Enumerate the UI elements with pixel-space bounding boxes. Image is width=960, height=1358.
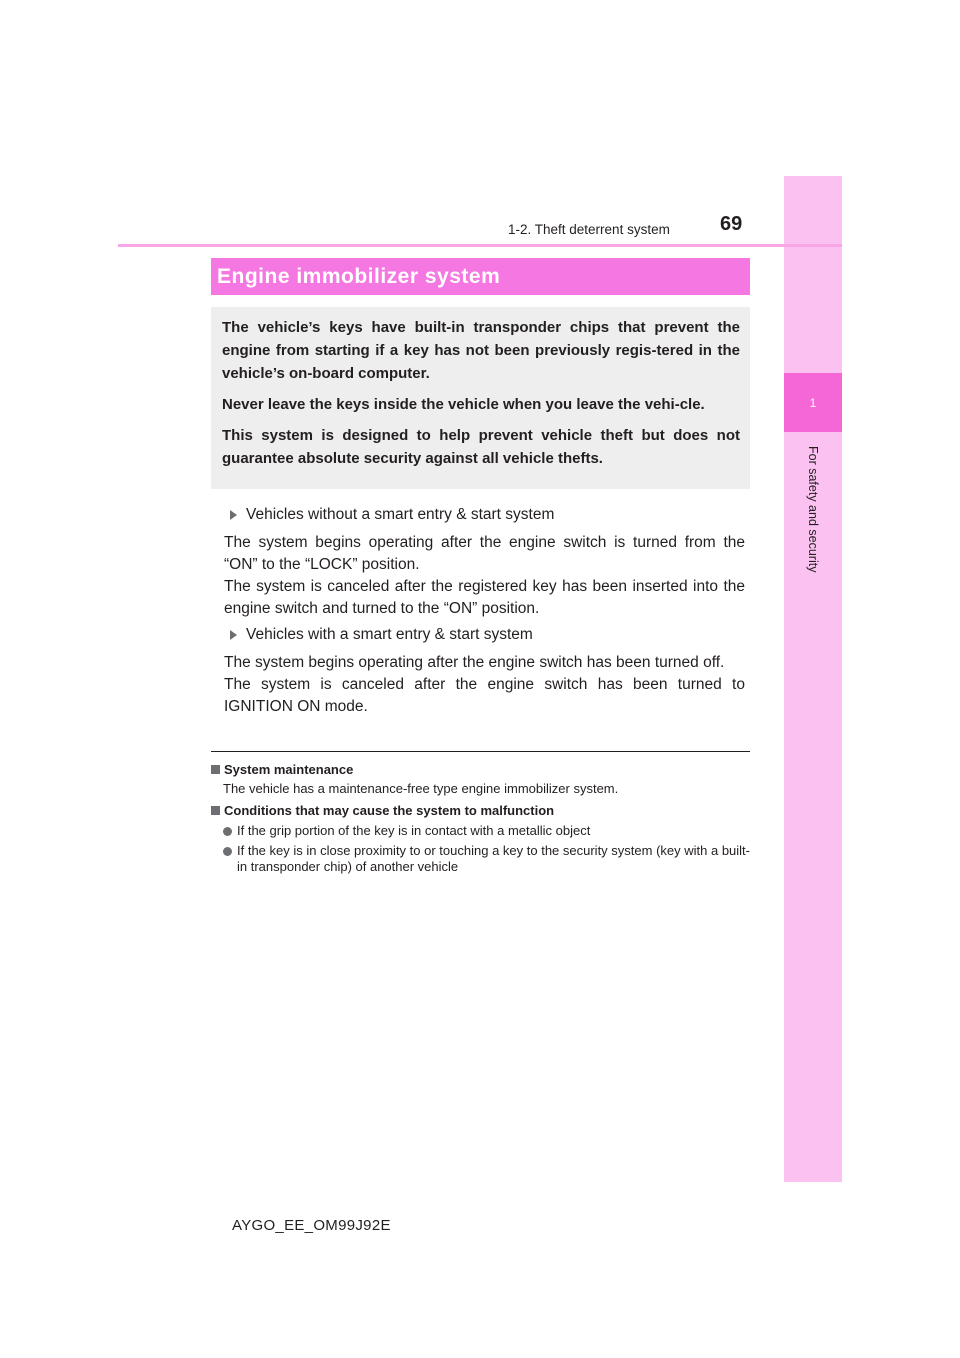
note-bullet-text: If the key is in close proximity to or touching a key to the security system (key with a built-in transponder chip) of another vehicle — [237, 843, 750, 874]
body-paragraph: The system is canceled after the registered key has been inserted into the engine switch and turned to the “ON” position. — [224, 578, 745, 617]
circle-bullet-icon — [223, 847, 232, 856]
notes-divider — [211, 751, 750, 752]
chapter-number-tab[interactable] — [784, 373, 842, 432]
triangle-bullet-icon — [230, 510, 237, 520]
intro-paragraph: This system is designed to help prevent vehicle theft but does not guarantee absolute security against all vehicle thefts. — [222, 427, 740, 467]
intro-box — [211, 307, 750, 489]
page-number: 69 — [720, 213, 743, 235]
header-rule — [118, 244, 842, 247]
chapter-title: For safety and security — [806, 446, 820, 573]
notes-section — [211, 761, 750, 875]
note-heading-text: System maintenance — [224, 762, 354, 777]
body-paragraph: The system begins operating after the engine switch is turned from the “ON” to the “LOCK” position. — [224, 534, 745, 573]
note-text: The vehicle has a maintenance-free type engine immobilizer system. — [223, 781, 619, 796]
note-heading-text: Conditions that may cause the system to malfunction — [224, 803, 555, 818]
circle-bullet-icon — [223, 827, 232, 836]
note-heading — [211, 802, 750, 819]
section-no-smart-entry — [224, 504, 745, 620]
subsection-heading — [230, 624, 745, 646]
subsection-heading-text: Vehicles without a smart entry & start system — [246, 506, 555, 523]
note-bullet — [223, 823, 750, 839]
note-bullet — [223, 843, 750, 875]
intro-paragraph: The vehicle’s keys have built-in transponder chips that prevent the engine from starting if a key has not been previously regis-tered in the vehicle’s on-board computer. — [222, 319, 740, 382]
intro-paragraph: Never leave the keys inside the vehicle when you leave the vehi-cle. — [222, 396, 705, 413]
page-title: Engine immobilizer system — [217, 264, 501, 288]
chapter-number: 1 — [809, 395, 817, 410]
square-bullet-icon — [211, 765, 220, 774]
square-bullet-icon — [211, 806, 220, 815]
subsection-heading — [230, 504, 745, 526]
body-paragraph: The system begins operating after the engine switch has been turned off. — [224, 654, 725, 671]
note-bullet-text: If the grip portion of the key is in contact with a metallic object — [237, 823, 591, 838]
section-smart-entry — [224, 624, 745, 718]
page-title-bar — [211, 258, 750, 295]
note-heading — [211, 761, 750, 778]
subsection-heading-text: Vehicles with a smart entry & start system — [246, 626, 533, 643]
document-code: AYGO_EE_OM99J92E — [232, 1217, 391, 1234]
body-paragraph: The system is canceled after the engine switch has been turned to IGNITION ON mode. — [224, 676, 745, 715]
triangle-bullet-icon — [230, 630, 237, 640]
section-title: 1-2. Theft deterrent system — [508, 222, 670, 237]
chapter-side-tab — [784, 176, 842, 1182]
